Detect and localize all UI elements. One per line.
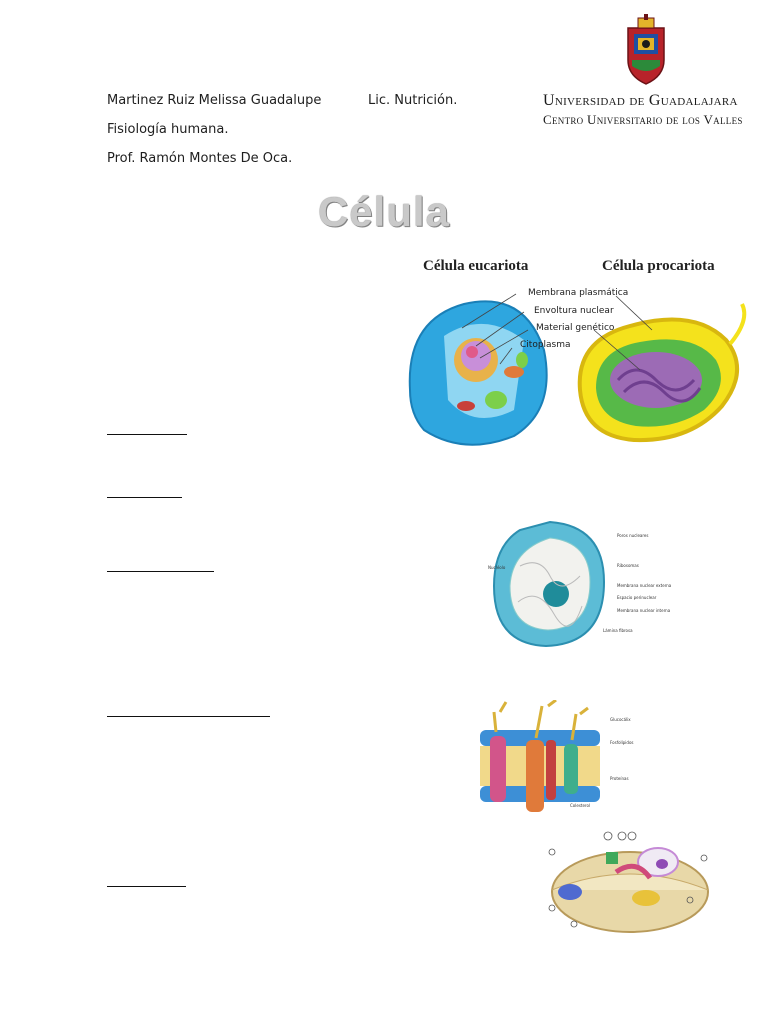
nucleus-left-label: Nucléolo <box>488 565 506 570</box>
professor-name: Prof. Ramón Montes De Oca. <box>107 151 293 166</box>
nucleus-label: Ribosomas <box>617 563 639 568</box>
blank-line <box>107 886 186 887</box>
membrane-label: Fosfolípidos <box>610 740 634 745</box>
student-name: Martinez Ruiz Melissa Guadalupe <box>107 93 322 108</box>
blank-line <box>107 434 187 435</box>
blank-line <box>107 571 214 572</box>
nucleus-label: Poros nucleares <box>617 533 649 538</box>
label-material: Material genético <box>536 323 615 333</box>
prokaryote-caption: Célula procariota <box>602 258 715 274</box>
blank-line <box>107 497 182 498</box>
eukaryote-caption: Célula eucariota <box>423 258 529 274</box>
label-envoltura: Envoltura nuclear <box>534 306 614 316</box>
membrane-label: Proteínas <box>610 776 629 781</box>
university-seal <box>620 14 672 86</box>
course-name: Fisiología humana. <box>107 122 229 137</box>
document-title: Célula <box>317 188 451 235</box>
nucleus-figure <box>490 516 608 650</box>
university-name: Universidad de Guadalajara <box>543 92 738 109</box>
membrane-label: Glucocálix <box>610 717 631 722</box>
label-membrana: Membrana plasmática <box>528 288 629 298</box>
nucleus-label: Lámina fibrosa <box>603 628 633 633</box>
nucleus-label: Membrana nuclear externa <box>617 583 672 588</box>
university-center: Centro Universitario de los Valles <box>543 112 743 127</box>
blank-line <box>107 716 270 717</box>
nucleus-label: Espacio perinuclear <box>617 595 657 600</box>
membrane-label: Colesterol <box>570 803 591 808</box>
nucleus-label: Membrana nuclear interna <box>617 608 671 613</box>
label-citoplasma: Citoplasma <box>520 340 571 350</box>
program-name: Lic. Nutrición. <box>368 93 458 108</box>
animal-cell-figure <box>546 828 712 934</box>
